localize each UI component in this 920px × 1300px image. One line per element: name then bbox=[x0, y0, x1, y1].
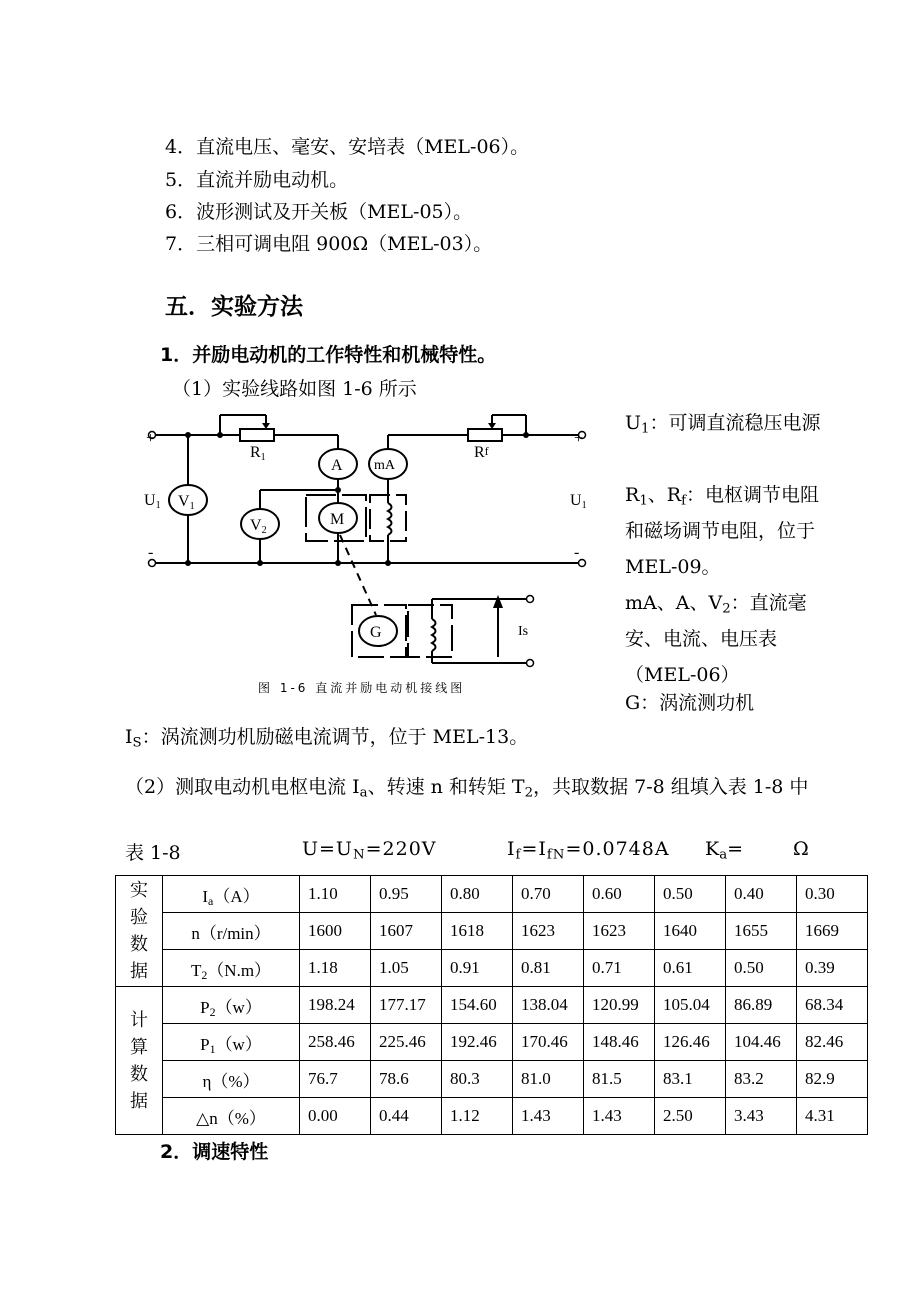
group-char: 实 bbox=[130, 880, 148, 901]
subsection-heading-1: 1．并励电动机的工作特性和机械特性。 bbox=[160, 344, 497, 366]
group-char: 数 bbox=[130, 1063, 148, 1085]
table-cell: 76.7 bbox=[300, 1061, 371, 1098]
rf-label: Rf bbox=[474, 444, 489, 461]
dynamometer-label: G bbox=[370, 624, 382, 641]
table-cell: 86.89 bbox=[726, 987, 797, 1024]
circuit-diagram bbox=[140, 405, 600, 700]
table-cell: 83.2 bbox=[726, 1061, 797, 1098]
table-cell: 170.46 bbox=[513, 1024, 584, 1061]
data-table bbox=[115, 875, 868, 1135]
u1-left-label: U1 bbox=[144, 492, 161, 511]
table-cell: 0.50 bbox=[726, 950, 797, 987]
table-cell: 1640 bbox=[655, 913, 726, 950]
group-char: 据 bbox=[130, 961, 148, 982]
table-cell: 148.46 bbox=[584, 1024, 655, 1061]
table-ka-condition: $K_a=$ bbox=[705, 838, 744, 863]
table-cell: 0.80 bbox=[442, 876, 513, 913]
table-cell: 0.40 bbox=[726, 876, 797, 913]
table-cell: 1.18 bbox=[300, 950, 371, 987]
minus-left-label: - bbox=[148, 544, 154, 561]
step-2-text: （2）测取电动机电枢电流 $I_a$、转速 n 和转矩 $T_2$，共取数据 7-8 组填入表 1-8 中 bbox=[125, 776, 809, 801]
table-cell: 1623 bbox=[584, 913, 655, 950]
row-label: $I_a(A)$ bbox=[163, 876, 300, 913]
legend-g: G：涡流测功机 bbox=[625, 692, 755, 714]
table-cell: 0.00 bbox=[300, 1098, 371, 1135]
table-cell: 138.04 bbox=[513, 987, 584, 1024]
row-label: △n（%） bbox=[163, 1098, 300, 1135]
table-cell: 0.91 bbox=[442, 950, 513, 987]
table-cell: 81.0 bbox=[513, 1061, 584, 1098]
table-cell: 177.17 bbox=[371, 987, 442, 1024]
ammeter-label: A bbox=[331, 457, 343, 474]
table-cell: 1669 bbox=[797, 913, 868, 950]
r1-label: R1 bbox=[250, 444, 266, 463]
equipment-item-7: 7．三相可调电阻 900Ω（MEL-03）。 bbox=[165, 233, 493, 255]
row-label: n（r/min） bbox=[163, 913, 300, 950]
table-cell: 154.60 bbox=[442, 987, 513, 1024]
table-cell: 0.95 bbox=[371, 876, 442, 913]
table-cell: 83.1 bbox=[655, 1061, 726, 1098]
group-calculated-data bbox=[116, 987, 163, 1135]
subsection-heading-2: 2．调速特性 bbox=[160, 1141, 269, 1163]
table-cell: 126.46 bbox=[655, 1024, 726, 1061]
equipment-item-4: 4．直流电压、毫安、安培表（MEL-06）。 bbox=[165, 136, 530, 158]
motor-label: M bbox=[330, 511, 345, 528]
table-cell: 1600 bbox=[300, 913, 371, 950]
table-cell: 1.43 bbox=[584, 1098, 655, 1135]
row-label: $P_2(w)$ bbox=[163, 987, 300, 1024]
table-cell: 0.39 bbox=[797, 950, 868, 987]
table-cell: 0.60 bbox=[584, 876, 655, 913]
table-row bbox=[116, 1024, 868, 1061]
table-cell: 80.3 bbox=[442, 1061, 513, 1098]
group-char: 计 bbox=[130, 1009, 148, 1031]
legend-r: $R_1$、$R_f$：电枢调节电阻和磁场调节电阻，位于 MEL-09。 bbox=[625, 484, 820, 578]
table-cell: 68.34 bbox=[797, 987, 868, 1024]
table-cell: 0.70 bbox=[513, 876, 584, 913]
equipment-item-5: 5．直流并励电动机。 bbox=[165, 169, 349, 191]
table-cell: 1607 bbox=[371, 913, 442, 950]
table-cell: 0.71 bbox=[584, 950, 655, 987]
table-cell: 4.31 bbox=[797, 1098, 868, 1135]
table-cell: 2.50 bbox=[655, 1098, 726, 1135]
plus-left-label: + bbox=[146, 430, 156, 447]
v1-label: V1 bbox=[178, 493, 195, 512]
table-cell: 0.61 bbox=[655, 950, 726, 987]
plus-right-label: + bbox=[574, 430, 584, 447]
figure-caption: 图 1-6 直流并励电动机接线图 bbox=[258, 681, 466, 695]
u1-right-label: U1 bbox=[570, 492, 587, 511]
table-cell: 258.46 bbox=[300, 1024, 371, 1061]
table-row bbox=[116, 987, 868, 1024]
table-cell: 225.46 bbox=[371, 1024, 442, 1061]
group-char: 数 bbox=[130, 934, 148, 955]
section-heading: 五．实验方法 bbox=[165, 294, 303, 320]
table-cell: 120.99 bbox=[584, 987, 655, 1024]
step-1-text: （1）实验线路如图 1-6 所示 bbox=[172, 378, 417, 400]
v2-label: V2 bbox=[250, 517, 267, 536]
legend-meters: mA、A、$V_2$：直流毫安、电流、电压表（MEL-06） bbox=[625, 592, 807, 686]
table-cell: 78.6 bbox=[371, 1061, 442, 1098]
table-row bbox=[116, 1061, 868, 1098]
table-cell: 1.12 bbox=[442, 1098, 513, 1135]
table-voltage-condition: $U=U_N=220V$ bbox=[302, 838, 437, 863]
table-cell: 1.10 bbox=[300, 876, 371, 913]
table-cell: 0.44 bbox=[371, 1098, 442, 1135]
table-cell: 82.46 bbox=[797, 1024, 868, 1061]
group-char: 算 bbox=[130, 1036, 148, 1058]
is-label: Is bbox=[518, 624, 529, 639]
group-char: 验 bbox=[130, 907, 148, 928]
equipment-item-6: 6．波形测试及开关板（MEL-05）。 bbox=[165, 201, 473, 223]
row-label: $P_1(w)$ bbox=[163, 1024, 300, 1061]
table-row bbox=[116, 876, 868, 913]
table-cell: 198.24 bbox=[300, 987, 371, 1024]
table-row bbox=[116, 950, 868, 987]
table-cell: 105.04 bbox=[655, 987, 726, 1024]
table-cell: 1623 bbox=[513, 913, 584, 950]
minus-right-label: - bbox=[574, 544, 580, 561]
table-cell: 1618 bbox=[442, 913, 513, 950]
table-cell: 0.30 bbox=[797, 876, 868, 913]
is-description: $I_S$：涡流测功机励磁电流调节，位于 MEL-13。 bbox=[125, 726, 529, 751]
table-current-condition: $I_f=I_{fN}=0.0748A$ bbox=[507, 838, 670, 863]
milliammeter-label: mA bbox=[374, 458, 395, 473]
table-row bbox=[116, 913, 868, 950]
table-cell: 104.46 bbox=[726, 1024, 797, 1061]
table-cell: 82.9 bbox=[797, 1061, 868, 1098]
table-cell: 1.05 bbox=[371, 950, 442, 987]
group-experiment-data bbox=[116, 876, 163, 987]
table-cell: 81.5 bbox=[584, 1061, 655, 1098]
table-ohm-unit: Ω bbox=[793, 838, 809, 860]
group-char: 据 bbox=[130, 1090, 148, 1112]
table-cell: 0.50 bbox=[655, 876, 726, 913]
table-cell: 3.43 bbox=[726, 1098, 797, 1135]
row-label: $T_2(N.m)$ bbox=[163, 950, 300, 987]
table-name: 表 1-8 bbox=[125, 842, 181, 864]
legend-u1: $U_1$：可调直流稳压电源 bbox=[625, 412, 821, 437]
table-cell: 192.46 bbox=[442, 1024, 513, 1061]
table-cell: 0.81 bbox=[513, 950, 584, 987]
row-label: η（%） bbox=[163, 1061, 300, 1098]
table-row bbox=[116, 1098, 868, 1135]
table-cell: 1.43 bbox=[513, 1098, 584, 1135]
table-cell: 1655 bbox=[726, 913, 797, 950]
